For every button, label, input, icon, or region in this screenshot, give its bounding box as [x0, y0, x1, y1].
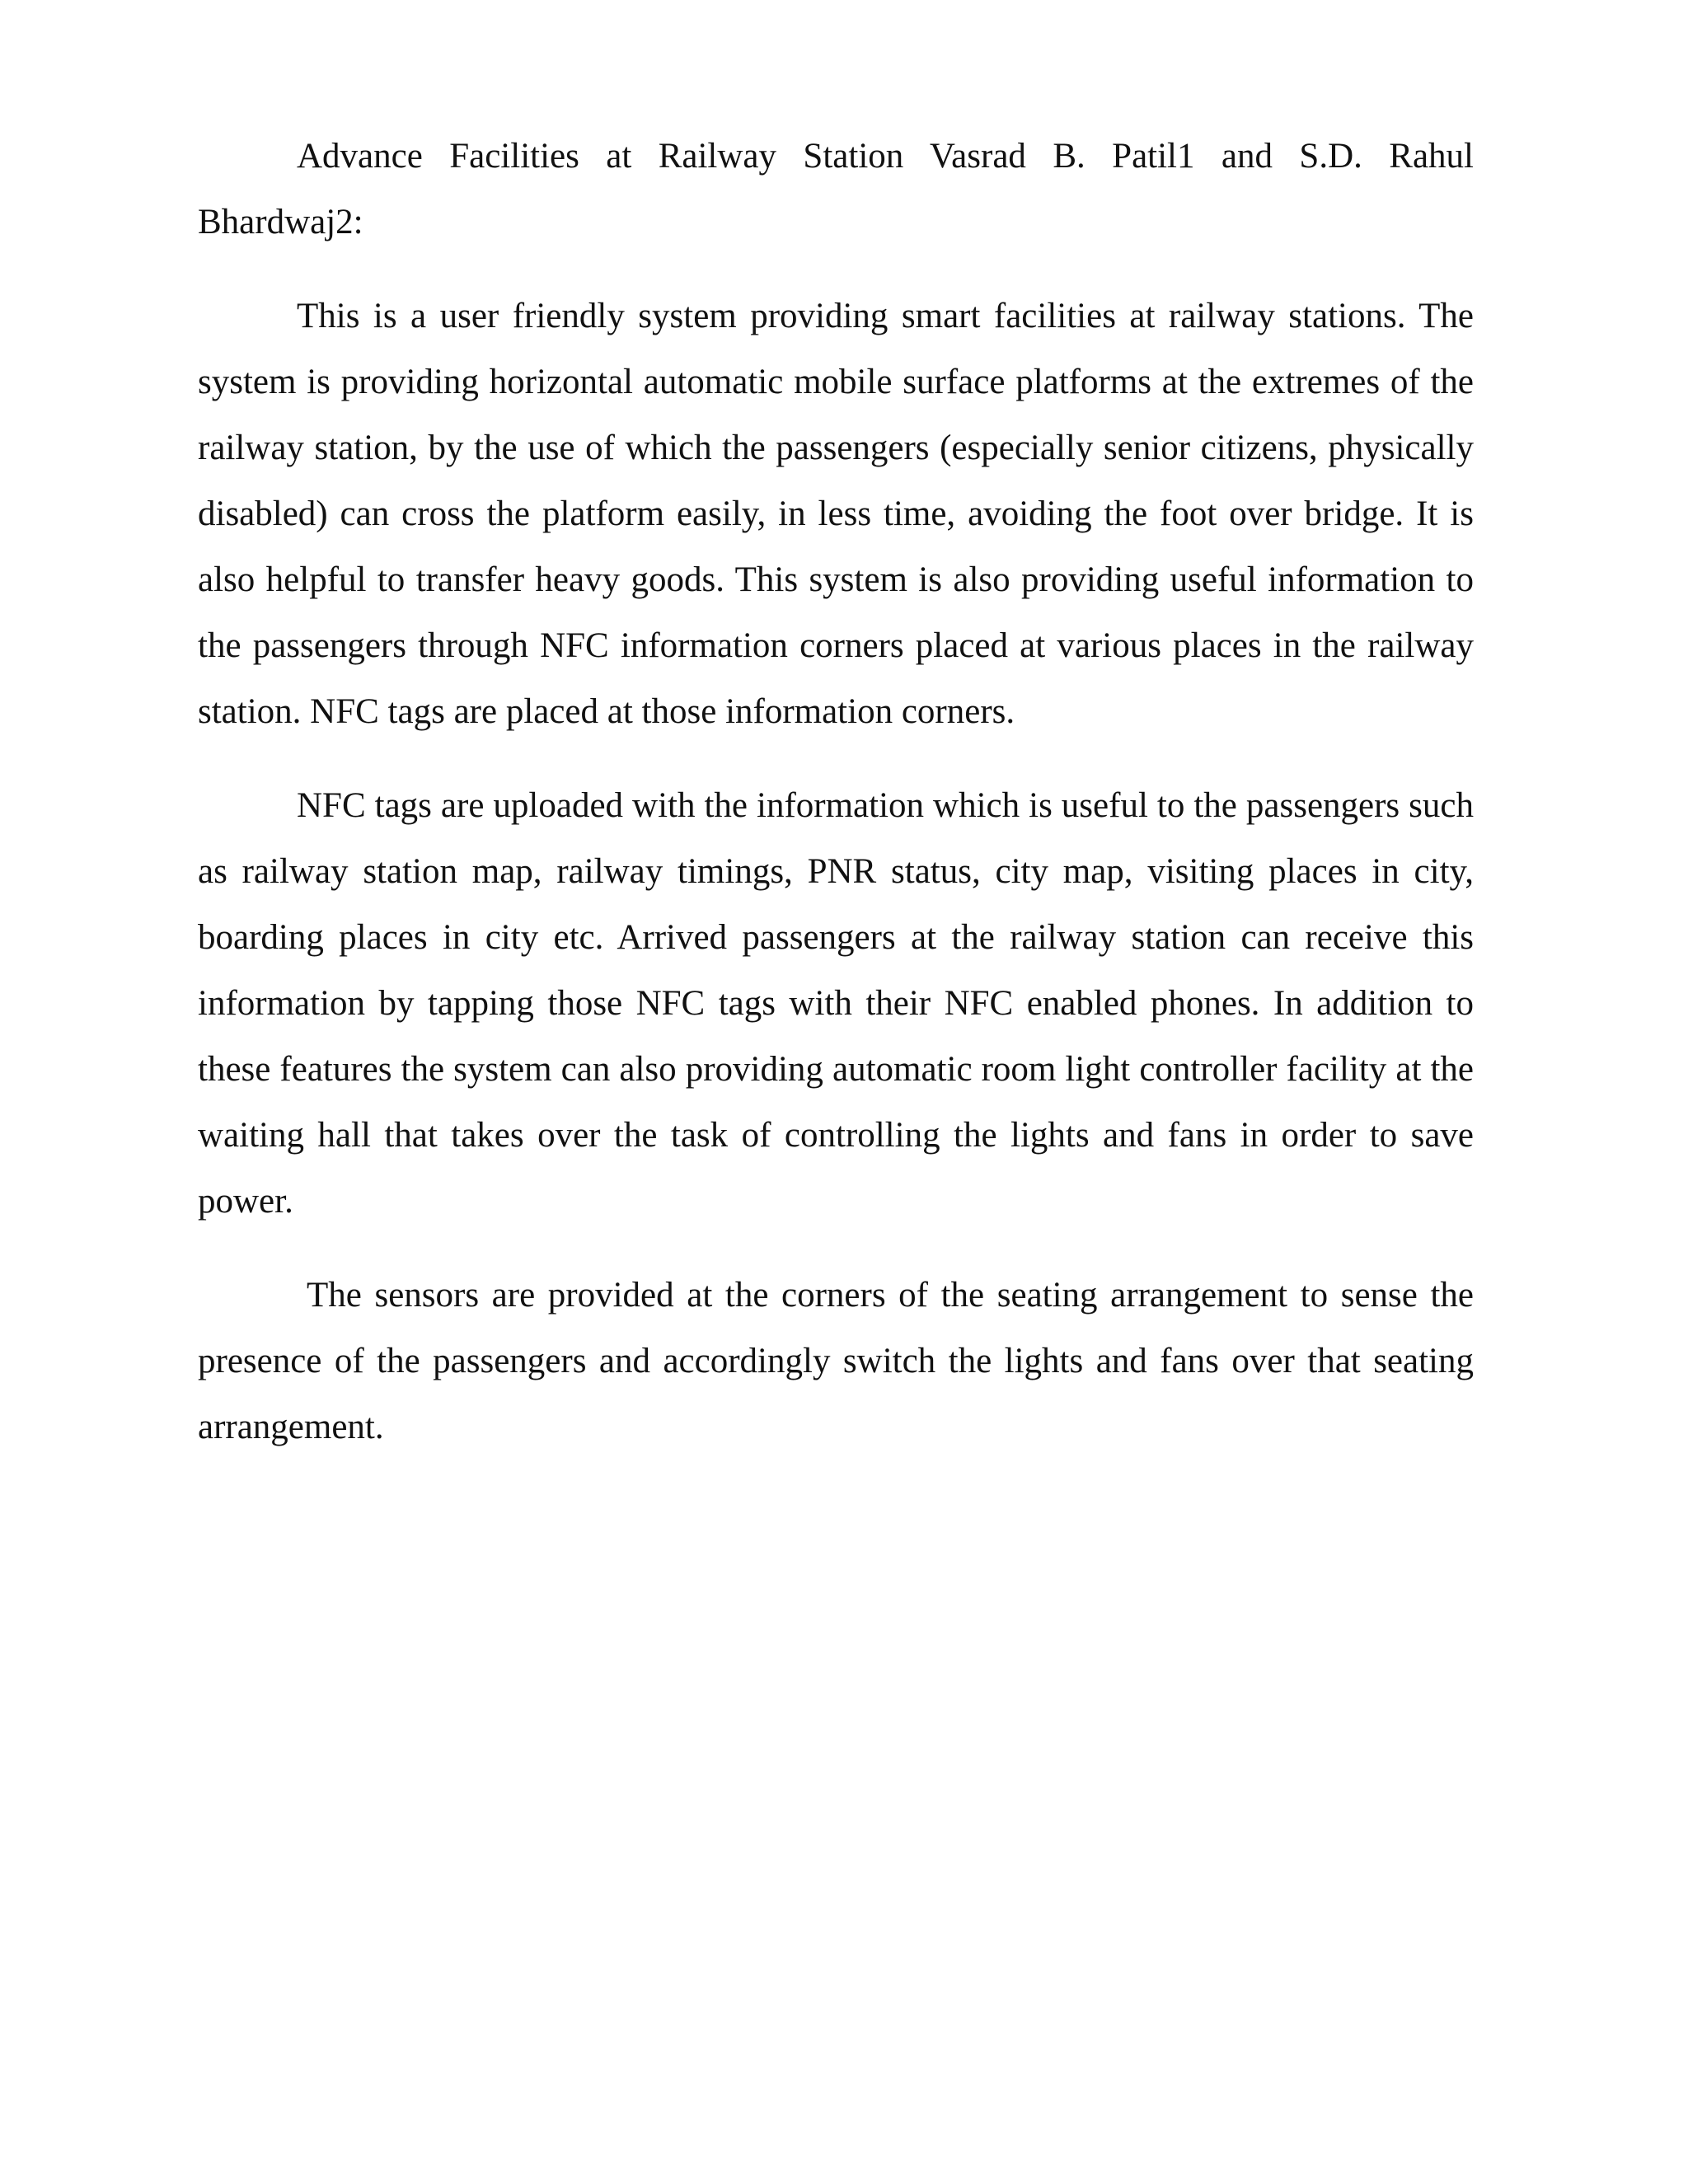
- document-body: [198, 124, 1474, 1460]
- paragraph-3: The sensors are provided at the corners of the seating arrangement to sense the presence of the passengers and accordingly switch the lights and fans over that seating arrangement.: [198, 1276, 1474, 1446]
- document-title: Advance Facilities at Railway Station Vasrad B. Patil1 and S.D. Rahul Bhardwaj2:: [198, 137, 1474, 241]
- paragraph-1: This is a user friendly system providing smart facilities at railway stations. The system is providing horizontal automatic mobile surface platforms at the extremes of the railway station, by the use of which the passengers (especially senior citizens, physically disabled) can cross the platform easily, in less time, avoiding the foot over bridge. It is also helpful to transfer heavy goods. This system is also providing useful information to the passengers through NFC information corners placed at various places in the railway station. NFC tags are placed at those information corners.: [198, 297, 1474, 731]
- paragraph-2: NFC tags are uploaded with the information which is useful to the passengers such as railway station map, railway timings, PNR status, city map, visiting places in city, boarding places in city etc. Arrived passengers at the railway station can receive this information by tapping those NFC tags with their NFC enabled phones. In addition to these features the system can also providing automatic room light controller facility at the waiting hall that takes over the task of controlling the lights and fans in order to save power.: [198, 786, 1474, 1221]
